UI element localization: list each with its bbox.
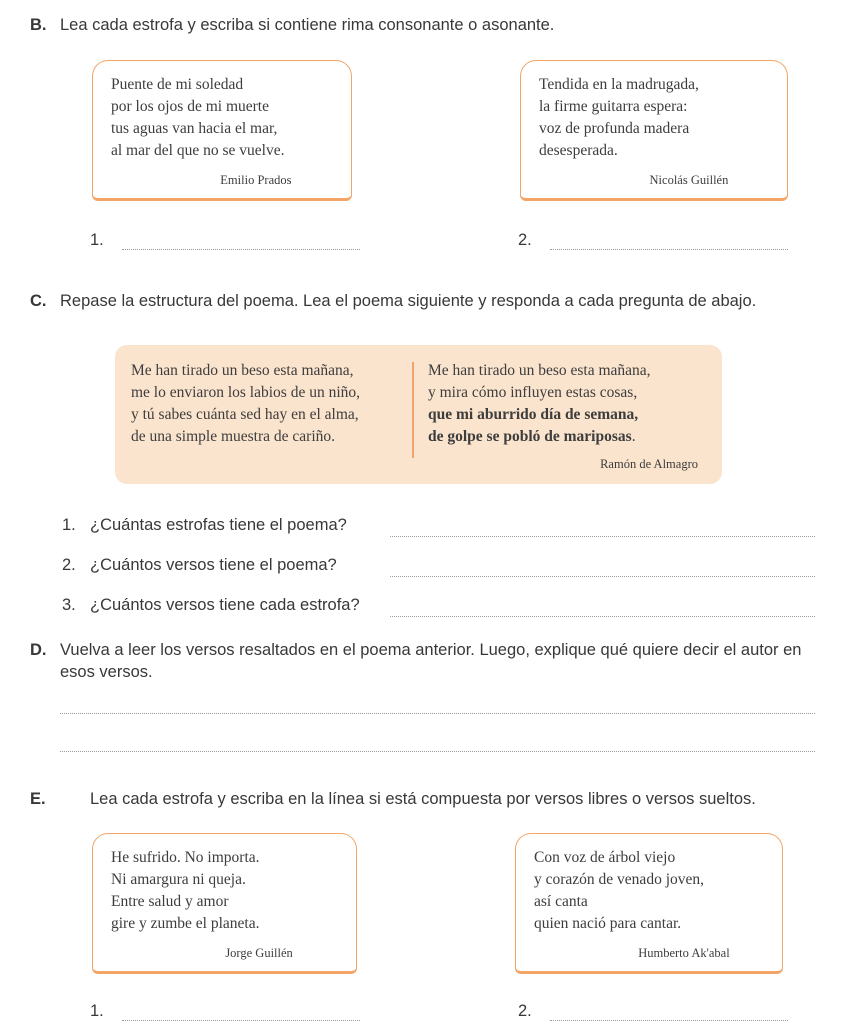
- answer-line[interactable]: [390, 561, 815, 577]
- poem-line: me lo enviaron los labios de un niño,: [131, 383, 361, 401]
- poem-line: Me han tirado un beso esta mañana,: [131, 361, 354, 379]
- question-text: ¿Cuántos versos tiene cada estrofa?: [90, 595, 360, 614]
- poem-line: Puente de mi soledad: [111, 76, 244, 94]
- poem-card: [515, 833, 783, 974]
- section-e-answers: [0, 1002, 845, 1021]
- answer-line[interactable]: [122, 234, 360, 250]
- poem-card: [92, 833, 357, 974]
- section-c: [0, 290, 845, 617]
- section-b-poem-row: [92, 60, 845, 201]
- section-e-instruction: Lea cada estrofa y escriba en la línea si está compuesta por versos libres o versos sueltos.: [90, 790, 756, 809]
- poem-author: Humberto Ak'abal: [638, 945, 730, 960]
- poem-line: tus aguas van hacia el mar,: [111, 120, 278, 138]
- answer-item: [90, 231, 360, 250]
- answer-line[interactable]: [390, 521, 815, 537]
- answer-line[interactable]: [550, 234, 788, 250]
- section-b: [0, 14, 845, 250]
- answer-item: [518, 231, 788, 250]
- poem-line: Ni amargura ni queja.: [111, 870, 246, 888]
- poem-line-tail: .: [631, 427, 636, 445]
- poem-card: [92, 60, 352, 201]
- section-b-instruction: Lea cada estrofa y escriba si contiene rima consonante o asonante.: [60, 16, 555, 34]
- answer-item: [90, 1002, 360, 1021]
- answer-line[interactable]: [60, 713, 815, 714]
- answer-item: [518, 1002, 788, 1021]
- section-e-header: [0, 788, 845, 810]
- section-d: [0, 639, 845, 753]
- question-row: [62, 554, 815, 577]
- poem-author: Nicolás Guillén: [649, 173, 729, 188]
- poem-text: [539, 74, 777, 162]
- poem-text: [111, 847, 346, 935]
- poem-line: He sufrido. No importa.: [111, 848, 260, 866]
- section-d-label: D.: [30, 640, 47, 659]
- poem-line: Tendida en la madrugada,: [539, 76, 699, 94]
- poem-line-bold-part: de golpe se pobló de mariposas: [428, 427, 632, 445]
- section-b-answers: [0, 231, 845, 250]
- poem-author: Ramón de Almagro: [600, 456, 698, 471]
- highlighted-poem-panel: [115, 345, 722, 484]
- section-b-header: [0, 14, 845, 36]
- answer-number: 1.: [90, 1001, 104, 1020]
- poem-line: y corazón de venado joven,: [534, 870, 705, 888]
- poem-line: gire y zumbe el planeta.: [111, 914, 260, 932]
- poem-author: Jorge Guillén: [225, 945, 293, 960]
- poem-line: de una simple muestra de cariño.: [131, 427, 336, 445]
- answer-line[interactable]: [60, 751, 815, 752]
- question-row: [62, 594, 815, 617]
- poem-column-left: [131, 360, 412, 472]
- poem-line: Con voz de árbol viejo: [534, 848, 676, 866]
- poem-line: Entre salud y amor: [111, 892, 229, 910]
- question-row: [62, 514, 815, 537]
- section-e: [0, 788, 845, 1020]
- section-d-instruction: Vuelva a leer los versos resaltados en el poema anterior. Luego, explique qué quiere decir el autor en esos versos.: [60, 640, 802, 682]
- section-e-label: E.: [30, 790, 46, 809]
- poem-line: desesperada.: [539, 142, 618, 160]
- section-c-label: C.: [30, 292, 47, 311]
- section-e-poem-row: [92, 833, 845, 974]
- poem-line: y tú sabes cuánta sed hay en el alma,: [131, 405, 359, 423]
- section-c-header: [0, 290, 845, 312]
- poem-line: voz de profunda madera: [539, 120, 690, 138]
- question-text: ¿Cuántas estrofas tiene el poema?: [90, 515, 347, 534]
- poem-line: por los ojos de mi muerte: [111, 98, 269, 116]
- answer-line[interactable]: [390, 601, 815, 617]
- poem-line-highlighted: [428, 426, 702, 448]
- question-number: 3.: [62, 595, 76, 614]
- question-number: 1.: [62, 515, 76, 534]
- answer-line[interactable]: [550, 1005, 788, 1021]
- answer-line[interactable]: [122, 1005, 360, 1021]
- poem-line: así canta: [534, 892, 588, 910]
- poem-line: y mira cómo influyen estas cosas,: [428, 383, 638, 401]
- answer-number: 2.: [518, 231, 532, 250]
- poem-card: [520, 60, 788, 201]
- answer-number: 1.: [90, 231, 104, 250]
- poem-text: [111, 74, 341, 162]
- section-c-instruction: Repase la estructura del poema. Lea el poema siguiente y responda a cada pregunta de abajo.: [60, 292, 757, 311]
- question-number: 2.: [62, 555, 76, 574]
- poem-line: la firme guitarra espera:: [539, 98, 688, 116]
- poem-text: [428, 360, 702, 448]
- question-text: ¿Cuántos versos tiene el poema?: [90, 555, 337, 574]
- poem-text: [534, 847, 772, 935]
- poem-line-highlighted: que mi aburrido día de semana,: [428, 405, 639, 423]
- poem-author: Emilio Prados: [220, 173, 292, 188]
- section-d-header: [0, 639, 845, 684]
- poem-line: Me han tirado un beso esta mañana,: [428, 361, 651, 379]
- poem-line: al mar del que no se vuelve.: [111, 142, 285, 160]
- poem-line: quien nació para cantar.: [534, 914, 682, 932]
- answer-number: 2.: [518, 1001, 532, 1020]
- poem-column-right: [414, 360, 702, 472]
- section-b-label: B.: [30, 16, 47, 34]
